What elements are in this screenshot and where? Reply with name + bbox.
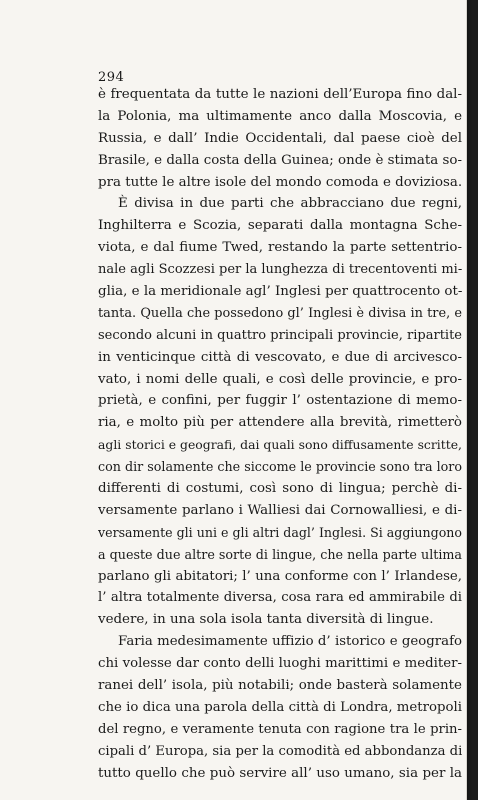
text-line: con dir solamente che siccome le provincie sono tra loro bbox=[98, 459, 462, 475]
text-line: a queste due altre sorte di lingue, che nella parte ultima bbox=[98, 546, 462, 562]
text-line: Inghilterra e Scozia, separati dalla montagna Sche- bbox=[98, 218, 462, 234]
text-line: nale agli Scozzesi per la lunghezza di trecentoventi mi- bbox=[98, 262, 462, 278]
body-text bbox=[98, 84, 462, 785]
text-line: chi volesse dar conto delli luoghi marittimi e mediter- bbox=[98, 656, 462, 672]
text-line: cipali d’ Europa, sia per la comodità ed abbondanza di bbox=[98, 743, 462, 759]
text-line: parlano gli abitatori; l’ una conforme con l’ Irlandese, bbox=[98, 568, 462, 584]
text-line: ria, e molto più per attendere alla brevità, rimetterò bbox=[98, 415, 462, 431]
text-line: Russia, e dall’ Indie Occidentali, dal paese cioè del bbox=[98, 130, 462, 146]
text-line: vedere, in una sola isola tanta diversità di lingue. bbox=[98, 612, 434, 628]
text-line: viota, e dal fiume Twed, restando la parte settentrio- bbox=[98, 240, 462, 256]
text-line: versamente gli uni e gli altri dagl’ Inglesi. Si aggiungono bbox=[98, 524, 462, 540]
text-line: del regno, e veramente tenuta con ragione tra le prin- bbox=[98, 721, 462, 737]
text-line: che io dica una parola della città di Londra, metropoli bbox=[98, 699, 462, 715]
text-line: glia, e la meridionale agl’ Inglesi per quattrocento ot- bbox=[98, 284, 462, 300]
text-line: in venticinque città di vescovato, e due di arcivesco- bbox=[98, 349, 462, 365]
text-line: differenti di costumi, così sono di lingua; perchè di- bbox=[98, 481, 462, 497]
text-line: versamente parlano i Walliesi dai Cornowalliesi, e di- bbox=[98, 502, 462, 518]
text-line: prietà, e confini, per fuggir l’ ostentazione di memo- bbox=[98, 393, 462, 409]
text-line: Brasile, e dalla costa della Guinea; onde è stimata so- bbox=[98, 152, 462, 168]
text-line: tutto quello che può servire all’ uso umano, sia per la bbox=[98, 765, 462, 781]
text-line: pra tutte le altre isole del mondo comoda e doviziosa. bbox=[98, 174, 462, 190]
text-line: ranei dell’ isola, più notabili; onde basterà solamente bbox=[98, 678, 462, 694]
text-line: secondo alcuni in quattro principali provincie, ripartite bbox=[98, 327, 462, 343]
text-line: È divisa in due parti che abbracciano due regni, bbox=[118, 196, 462, 212]
text-line: la Polonia, ma ultimamente anco dalla Moscovia, e bbox=[98, 108, 462, 124]
text-line: l’ altra totalmente diversa, cosa rara ed ammirabile di bbox=[98, 590, 462, 606]
text-line: tanta. Quella che possedono gl’ Inglesi è divisa in tre, e bbox=[98, 305, 462, 321]
text-line: vato, i nomi delle quali, e così delle provincie, e pro- bbox=[98, 371, 462, 387]
text-line: è frequentata da tutte le nazioni dell’Europa fino dal- bbox=[98, 87, 462, 102]
text-line: Faria medesimamente uffizio d’ istorico e geografo bbox=[118, 634, 462, 650]
page-number: 294 bbox=[98, 70, 125, 85]
text-line: agli storici e geografi, dai quali sono diffusamente scritte, bbox=[98, 437, 462, 453]
